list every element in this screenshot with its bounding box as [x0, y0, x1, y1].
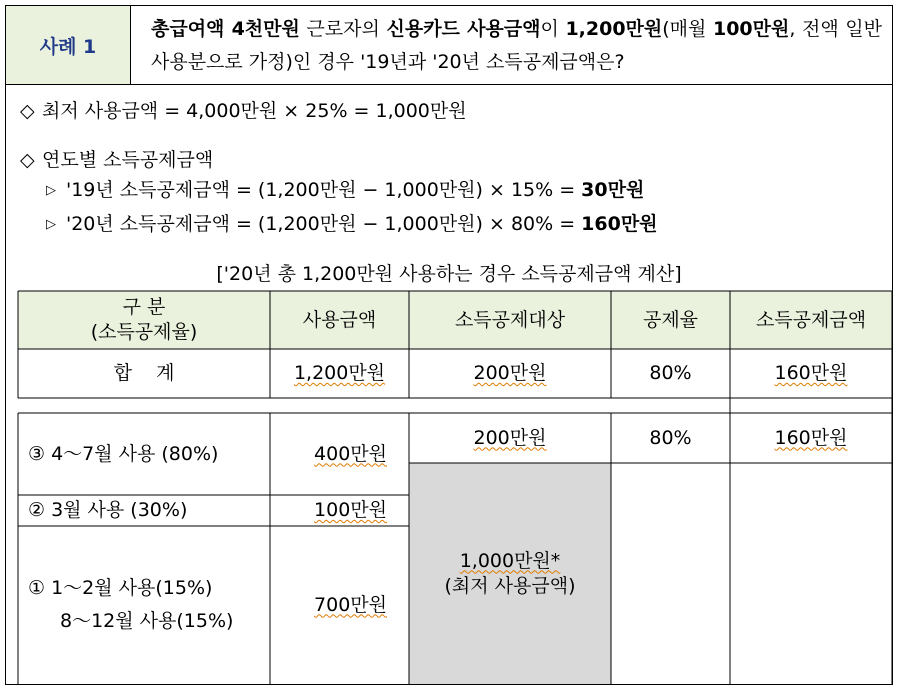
question-part: 1,200만원: [565, 18, 663, 40]
row-jan-feb-label: ① 1～2월 사용(15%): [28, 577, 213, 599]
total-rate: 80%: [649, 362, 692, 384]
col-header-usage: 사용금액: [302, 308, 377, 331]
question-part: 이: [540, 18, 566, 40]
question-part: (매월: [662, 18, 713, 40]
min-usage-block: [409, 463, 611, 684]
y2019-result: 30만원: [581, 179, 645, 201]
triangle-bullet-icon: ▷: [46, 183, 56, 198]
diamond-bullet-icon: ◇: [20, 100, 35, 122]
row-apr-jul-usage: 400만원: [314, 442, 387, 465]
col-header-category-line2: (소득공제율): [90, 321, 198, 343]
row-apr-jul-rate: 80%: [649, 426, 692, 449]
min-usage-amount: 1,000만원*: [459, 549, 561, 572]
triangle-bullet-icon: ▷: [46, 217, 56, 232]
row-apr-jul-target: 200만원: [473, 426, 547, 449]
case-label: 사례 1: [6, 6, 131, 84]
row-aug-dec-label: 8～12월 사용(15%): [60, 610, 234, 632]
min-usage-text: 최저 사용금액 = 4,000만원 × 25% = 1,000만원: [42, 100, 467, 122]
table-caption: ['20년 총 1,200만원 사용하는 경우 소득공제금액 계산]: [216, 263, 682, 285]
col-header-rate: 공제율: [642, 308, 699, 331]
y2020-result: 160만원: [581, 213, 658, 235]
question-part: 근로자의: [299, 18, 387, 40]
row-jan-feb-aug-dec-label: [18, 526, 270, 684]
y2020-formula: '20년 소득공제금액 = (1,200만원 − 1,000만원) × 80% =: [66, 213, 582, 235]
col-header-category: [18, 291, 270, 349]
case-box: [5, 5, 893, 685]
question-part: 신용카드 사용금액: [386, 18, 541, 40]
total-deduction: 160만원: [774, 362, 848, 384]
total-target: 200만원: [473, 362, 547, 384]
col-header-deduction: 소득공제금액: [755, 308, 867, 331]
question-part: 100만원: [712, 18, 790, 40]
question-part: 총급여액 4천만원: [151, 18, 300, 40]
min-usage-note: (최저 사용금액): [444, 574, 576, 597]
row-mar-label: ② 3월 사용 (30%): [28, 499, 188, 521]
total-label: 합 계: [113, 362, 175, 384]
row-apr-jul-deduction: 160만원: [774, 426, 848, 449]
question-part: , 전액 일반 사용분으로 가정)인 경우 '19년과 '20년 소득공제금액은?: [151, 18, 882, 73]
col-header-category-line1: 구 분: [122, 296, 166, 318]
row-apr-jul-label: ③ 4～7월 사용 (80%): [28, 442, 219, 465]
yearly-title: 연도별 소득공제금액: [42, 149, 214, 171]
col-header-target: 소득공제대상: [454, 308, 566, 331]
diamond-bullet-icon: ◇: [20, 149, 35, 171]
row-jan-feb-aug-dec-usage: 700만원: [314, 593, 387, 616]
total-usage: 1,200만원: [293, 362, 386, 384]
y2019-formula: '19년 소득공제금액 = (1,200만원 − 1,000만원) × 15% =: [66, 179, 582, 201]
row-mar-usage: 100만원: [314, 499, 387, 521]
